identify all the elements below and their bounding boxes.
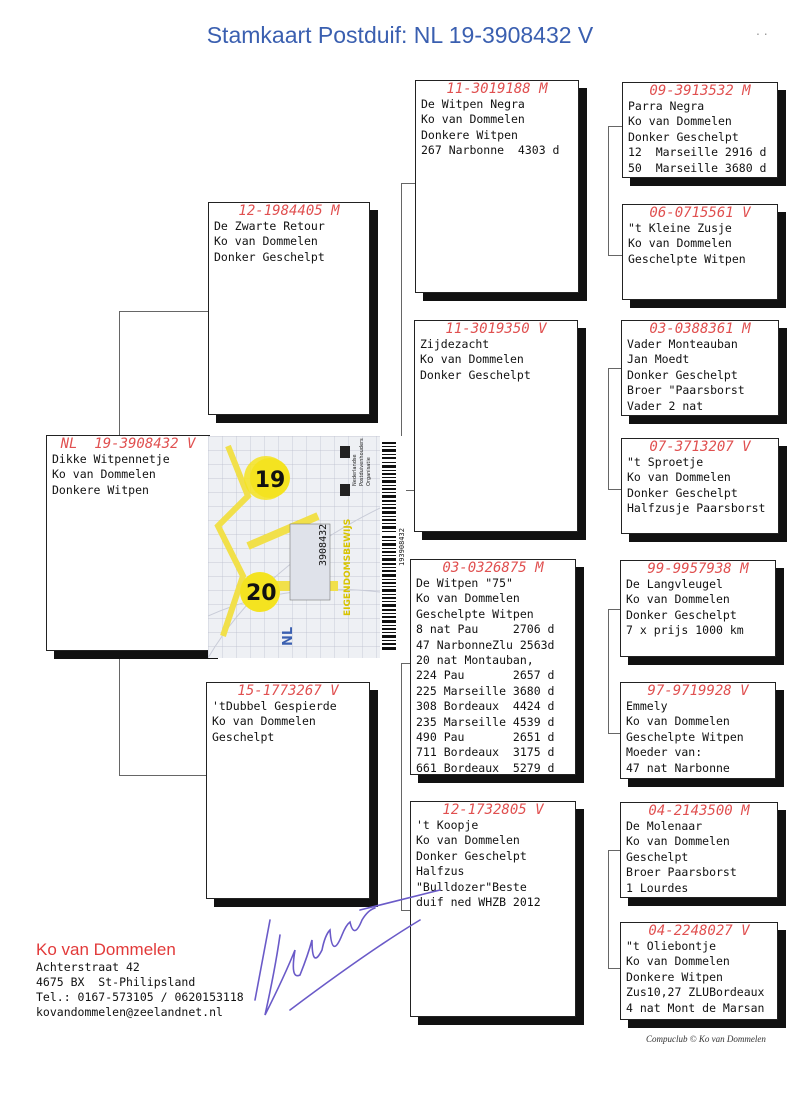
pigeon-result: 47 NarbonneZlu 2563d bbox=[416, 637, 555, 652]
ring-number: 04-2248027 V bbox=[648, 923, 750, 939]
pigeon-breeder: Ko van Dommelen bbox=[626, 834, 730, 849]
ring-number-small: 3908432 bbox=[318, 523, 329, 566]
ring-number: NL 19-3908432 V bbox=[60, 436, 196, 452]
ring-banner: EIGENDOMSBEWIJS bbox=[343, 518, 353, 616]
pigeon-result: 224 Pau 2657 d bbox=[416, 668, 555, 683]
ring-ownership-card bbox=[208, 436, 406, 658]
pigeon-breeder: Ko van Dommelen bbox=[626, 592, 730, 607]
pigeon-name: Zijdezacht bbox=[420, 337, 490, 351]
pigeon-breeder: Ko van Dommelen bbox=[421, 112, 525, 127]
pigeon-name: De Zwarte Retour bbox=[214, 219, 325, 233]
pigeon-color: Donker Geschelpt bbox=[626, 607, 737, 622]
ring-number: 11-3019350 V bbox=[445, 321, 547, 337]
pigeon-note: Vader 2 nat bbox=[627, 398, 704, 413]
owner-block bbox=[36, 940, 244, 1020]
pigeon-name: "t Sproetje bbox=[627, 455, 704, 469]
connector-line bbox=[608, 850, 609, 969]
pigeon-note: 7 x prijs 1000 km bbox=[626, 623, 744, 638]
corner-marks: . . bbox=[756, 22, 768, 38]
pigeon-result: 20 nat Montauban, bbox=[416, 653, 534, 668]
connector-line bbox=[608, 609, 609, 734]
pigeon-color: Donker Geschelpt bbox=[627, 485, 738, 500]
pigeon-name: De Langvleugel bbox=[626, 577, 723, 591]
pigeon-breeder: Ko van Dommelen bbox=[628, 114, 732, 129]
pigeon-name: 'tDubbel Gespierde bbox=[212, 699, 337, 713]
pigeon-color: Donker Geschelpt bbox=[627, 367, 738, 382]
pigeon-breeder: Ko van Dommelen bbox=[628, 236, 732, 251]
barcode-number: 193908432 bbox=[398, 528, 406, 566]
ring-number: 09-3913532 M bbox=[649, 83, 751, 99]
pigeon-note: 1 Lourdes bbox=[626, 880, 689, 895]
pigeon-note: duif ned WHZB 2012 bbox=[416, 895, 541, 910]
pigeon-note: Zus10,27 ZLUBordeaux bbox=[626, 985, 765, 1000]
pigeon-name: De Witpen "75" bbox=[416, 576, 513, 590]
pigeon-result: 50 Marseille 3680 d bbox=[628, 160, 767, 175]
sire-sire-dam-card bbox=[622, 204, 778, 300]
pigeon-result: 267 Narbonne 4303 d bbox=[421, 143, 560, 158]
pigeon-name: "t Oliebontje bbox=[626, 939, 717, 953]
pigeon-breeder: Jan Moedt bbox=[627, 352, 690, 367]
connector-line bbox=[119, 311, 209, 312]
pigeon-color: Donker Geschelpt bbox=[628, 129, 739, 144]
pigeon-note: Halfzusje Paarsborst bbox=[627, 501, 766, 516]
pigeon-result: 8 nat Pau 2706 d bbox=[416, 622, 555, 637]
pigeon-name: "t Kleine Zusje bbox=[628, 221, 732, 235]
pigeon-color: Donkere Witpen bbox=[626, 969, 723, 984]
pigeon-color: Geschelpt bbox=[212, 729, 275, 744]
connector-line bbox=[401, 183, 416, 184]
pigeon-result: 308 Bordeaux 4424 d bbox=[416, 699, 555, 714]
pigeon-note: Halfzus bbox=[416, 864, 465, 879]
pigeon-color: Geschelpte Witpen bbox=[628, 251, 746, 266]
owner-email: kovandommelen@zeelandnet.nl bbox=[36, 1005, 223, 1019]
pigeon-name: De Molenaar bbox=[626, 819, 703, 833]
pigeon-result: 235 Marseille 4539 d bbox=[416, 714, 555, 729]
owner-address: Achterstraat 42 bbox=[36, 960, 140, 974]
sire-card bbox=[208, 202, 370, 415]
pigeon-breeder: Ko van Dommelen bbox=[212, 714, 316, 729]
sire-dam-dam-card bbox=[621, 438, 779, 534]
pigeon-note: "Bulldozer"Beste bbox=[416, 879, 527, 894]
ring-side-label: Postduivenhouders bbox=[359, 438, 365, 486]
pigeon-result: 225 Marseille 3680 d bbox=[416, 683, 555, 698]
pigeon-color: Donkere Witpen bbox=[52, 482, 149, 497]
dam-dam-dam-card bbox=[620, 922, 778, 1020]
pigeon-name: De Witpen Negra bbox=[421, 97, 525, 111]
connector-line bbox=[608, 368, 609, 490]
pigeon-name: Parra Negra bbox=[628, 99, 705, 113]
ring-number: 06-0715561 V bbox=[649, 205, 751, 221]
pigeon-result: 711 Bordeaux 3175 d bbox=[416, 745, 555, 760]
pigeon-breeder: Ko van Dommelen bbox=[626, 954, 730, 969]
ring-number: 04-2143500 M bbox=[648, 803, 750, 819]
signature bbox=[250, 880, 450, 1030]
ring-number: 12-1732805 V bbox=[442, 802, 544, 818]
pigeon-color: Donker Geschelpt bbox=[420, 367, 531, 382]
pigeon-name: Dikke Witpennetje bbox=[52, 452, 170, 466]
pigeon-breeder: Ko van Dommelen bbox=[52, 467, 156, 482]
pigeon-result: 490 Pau 2651 d bbox=[416, 730, 555, 745]
connector-line bbox=[119, 311, 120, 439]
ring-number: 07-3713207 V bbox=[649, 439, 751, 455]
sire-sire-card bbox=[415, 80, 579, 293]
pigeon-color: Geschelpt bbox=[626, 849, 689, 864]
pigeon-note: Broer "Paarsborst bbox=[627, 383, 745, 398]
pigeon-result: 661 Bordeaux 5279 d bbox=[416, 760, 555, 775]
dam-sire-card bbox=[410, 559, 576, 775]
pigeon-note: Moeder van: bbox=[626, 745, 703, 760]
pigeon-breeder: Ko van Dommelen bbox=[416, 591, 520, 606]
pigeon-note: 4 nat Mont de Marsan bbox=[626, 1000, 765, 1015]
pigeon-breeder: Ko van Dommelen bbox=[416, 833, 520, 848]
ring-number: 03-0326875 M bbox=[442, 560, 544, 576]
pigeon-color: Donker Geschelpt bbox=[416, 848, 527, 863]
pigeon-note: 47 nat Narbonne bbox=[626, 760, 730, 775]
sire-dam-sire-card bbox=[621, 320, 779, 416]
credit-text: Compuclub © Ko van Dommelen bbox=[646, 1034, 766, 1044]
dam-sire-dam-card bbox=[620, 682, 776, 779]
owner-name: Ko van Dommelen bbox=[36, 940, 176, 959]
ownership-card-graphic bbox=[208, 436, 406, 658]
connector-line bbox=[119, 650, 120, 776]
pigeon-name: 't Koopje bbox=[416, 818, 479, 832]
ring-year-top: 19 bbox=[254, 468, 286, 493]
connector-line bbox=[608, 126, 609, 256]
sire-sire-sire-card bbox=[622, 82, 778, 178]
pigeon-name: Emmely bbox=[626, 699, 668, 713]
sire-dam-card bbox=[414, 320, 578, 532]
ring-year-left: 20 bbox=[246, 581, 277, 606]
ring-number: 12-1984405 M bbox=[238, 203, 340, 219]
connector-line bbox=[119, 775, 209, 776]
pigeon-breeder: Ko van Dommelen bbox=[420, 352, 524, 367]
pigeon-color: Geschelpte Witpen bbox=[626, 729, 744, 744]
ring-number: 03-0388361 M bbox=[649, 321, 751, 337]
ring-side-label: Organisatie bbox=[366, 457, 372, 486]
pigeon-breeder: Ko van Dommelen bbox=[627, 470, 731, 485]
pigeon-color: Donker Geschelpt bbox=[214, 249, 325, 264]
pigeon-breeder: Ko van Dommelen bbox=[214, 234, 318, 249]
dam-dam-sire-card bbox=[620, 802, 778, 898]
pigeon-color: Geschelpte Witpen bbox=[416, 606, 534, 621]
owner-postcode: 4675 BX St-Philipsland bbox=[36, 975, 196, 989]
pigeon-breeder: Ko van Dommelen bbox=[626, 714, 730, 729]
ring-number: 99-9957938 M bbox=[647, 561, 749, 577]
ring-number: 97-9719928 V bbox=[647, 683, 749, 699]
pigeon-result: 12 Marseille 2916 d bbox=[628, 145, 767, 160]
pigeon-card bbox=[46, 435, 210, 651]
connector-line bbox=[401, 663, 402, 911]
ring-country: NL bbox=[281, 626, 296, 646]
dam-sire-sire-card bbox=[620, 560, 776, 657]
ring-side-label: Nederlandse bbox=[352, 454, 358, 486]
owner-phone: Tel.: 0167-573105 / 0620153118 bbox=[36, 990, 244, 1004]
ring-number: 15-1773267 V bbox=[237, 683, 339, 699]
dam-card bbox=[206, 682, 370, 899]
pigeon-color: Donkere Witpen bbox=[421, 127, 518, 142]
ring-number: 11-3019188 M bbox=[446, 81, 548, 97]
pigeon-note: Broer Paarsborst bbox=[626, 865, 737, 880]
pigeon-name: Vader Monteauban bbox=[627, 337, 738, 351]
page-title: Stamkaart Postduif: NL 19-3908432 V bbox=[206, 22, 594, 48]
